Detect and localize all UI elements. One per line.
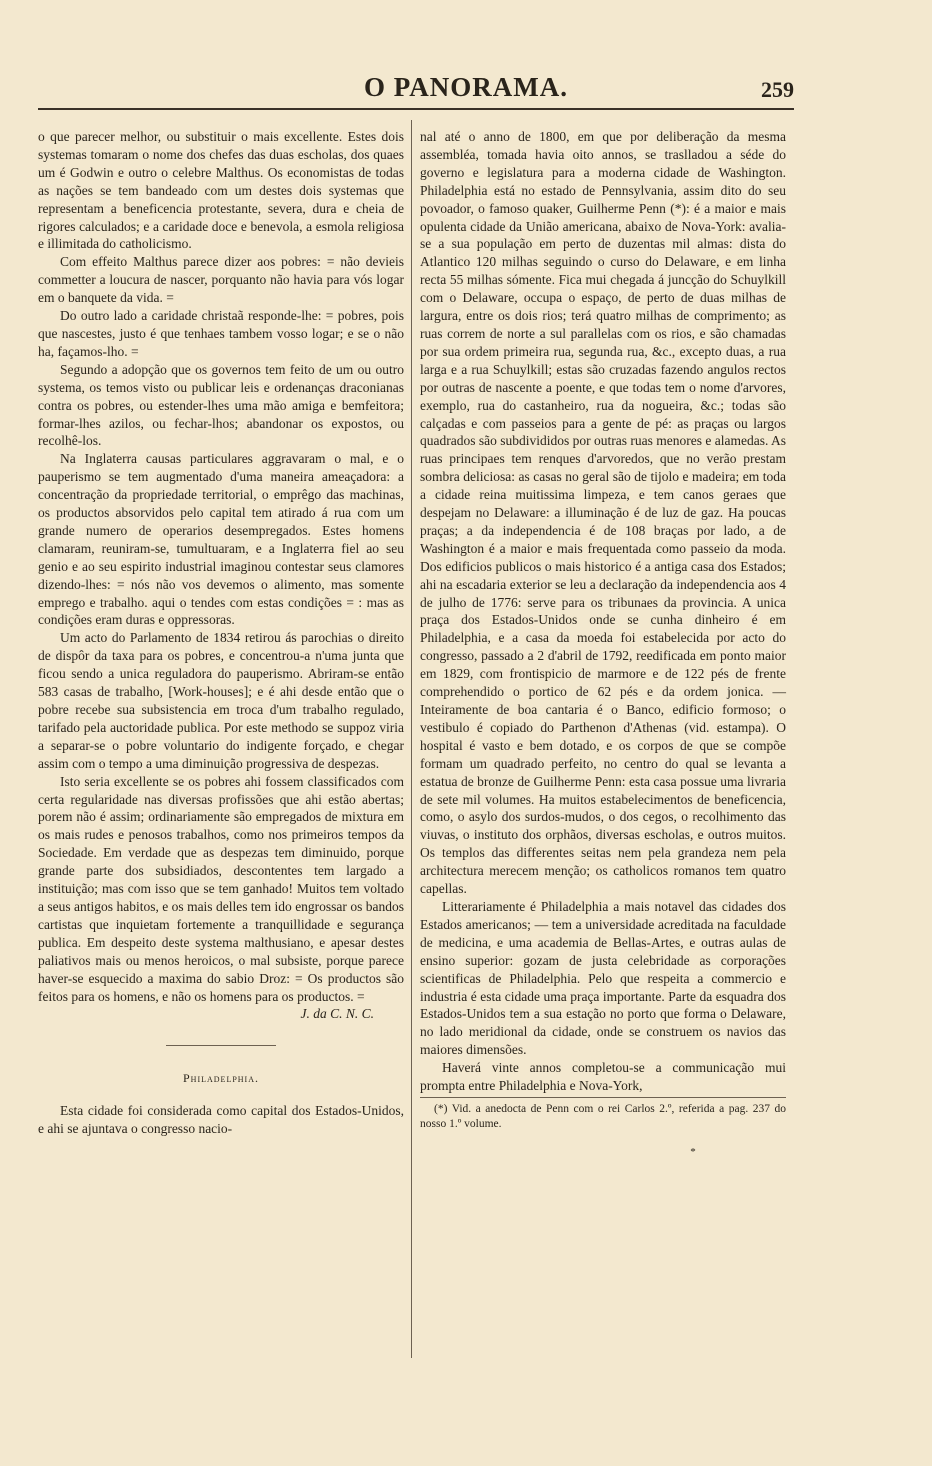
paragraph: nal até o anno de 1800, em que por deliberação da mesma assembléa, tomada havia oito annos, se traslladou a séde do governo e legislatura para a moderna cidade de Washington. Philadelphia está no estado de Pennsylvania, assim dito do seu povoador, o famoso quaker, Guilherme Penn (*): é a maior e mais opulenta cidade da União americana, abaixo de Nova-York: avalia-se a sua população em perto de duzentas mil almas: dista do Atlantico 120 milhas seguindo o curso do Delaware, e em linha recta 55 milhas sómente. Fica mui chegada á juncção do Schuylkill com o Delaware, occupa o espaço, de perto de duas milhas de largura, entre os dois rios; terá quatro milhas de comprimento; as ruas correm de norte a sul parallelas com os rios, e são chamadas por sua ordem primeira rua, segunda rua, &c., excepto duas, a rua larga e a rua Schuylkill; estas são cruzadas fazendo angulos rectos por outras de nascente a poente, e que todas tem o nome d'arvores, exemplo, rua do castanheiro, rua da nogueira, &c.; todas são calçadas e com passeios para a gente de pé: as praças ou largos quadrados são subdivididos por outras ruas menores e alamedas. As ruas principaes tem renques d'arvoredos, que no verão prestam sombra deliciosa: as casas no geral são de tijolo e madeira; em toda a cidade reina muitissima limpeza, e tem canos geraes que despejam no Delaware: a illuminação é de luz de gaz. Ha poucas praças; a da independencia é de 108 braças por lado, a de Washington é a maior e mais frequentada como passeio da moda. Dos edificios publicos o mais historico é a antiga casa dos Estados; ahi na escadaria exterior se leu a declaração da independencia aos 4 de julho de 1776: serve para os tribunaes da provincia. A unica praça dos Estados-Unidos onde se cunha dinheiro é em Philadelphia, e a casa da moeda foi estabelecida por acto do congresso, passado a 2 d'abril de 1792, reedificada em ponto maior em 1829, com frontispicio de marmore e de 122 pés de frente comprehendido o portico de 62 pés e da ordem jonica. — Inteiramente de boa cantaria é o Banco, edificio formoso; o vestibulo é copiado do Parthenon d'Athenas (vid. estampa). O hospital é vasto e bem dotado, e os corpos de que se compõe formam um quadrado perfeito, no centro do qual se levanta a estatua de bronze de Guilherme Penn: esta casa possue uma livraria de sete mil volumes. Ha muitos estabelecimentos de beneficencia, como, o asylo dos surdos-mudos, o dos cegos, o recolhimento das viuvas, o instituto dos orphãos, diversas escholas, e outros muitos. Os templos das differentes seitas nem pela grandeza nem pela architectura merecem menção; os catholicos romanos tem quatro capellas.: [420, 129, 786, 897]
paragraph: Haverá vinte annos completou-se a communicação mui prompta entre Philadelphia e Nova-York,: [420, 1060, 786, 1094]
right-column: [420, 128, 786, 1162]
column-rule: [411, 120, 412, 1358]
footnote: (*) Vid. a anedocta de Penn com o rei Carlos 2.º, referida a pag. 237 do nosso 1.º volume.: [420, 1102, 786, 1130]
paragraph: Esta cidade foi considerada como capital dos Estados-Unidos, e ahi se ajuntava o congresso nacio-: [38, 1103, 404, 1137]
left-column: [38, 128, 404, 1138]
section-title: Philadelphia.: [183, 1071, 259, 1086]
paragraph: Na Inglaterra causas particulares aggravaram o mal, e o pauperismo se tem augmentado d'uma maneira ameaçadora: a concentração da propriedade territorial, o emprêgo das machinas, os productos absorvidos pelo capital tem atirado á rua com um grande numero de operarios desempregados. Estes homens clamaram, reuniram-se, tumultuaram, e a Inglaterra fiel ao seu genio e ao seu espirito industrial imaginou contestar seus clamores dizendo-lhes: = nós não vos devemos o alimento, mas somente emprego e trabalho. aqui o tendes com estas condições = : mas as condições eram duras e oppressoras.: [38, 451, 404, 628]
paragraph: Litterariamente é Philadelphia a mais notavel das cidades dos Estados americanos; — tem a universidade acreditada na faculdade de medicina, e uma academia de Bellas-Artes, e outras aulas de ensino superior: gozam de justa celebridade as corporações scientificas de Philadelphia. Pelo que respeita a commercio e industria é esta cidade uma praça importante. Parte da esquadra dos Estados-Unidos tem a sua estação no porto que forma o Delaware, no lado meridional da cidade, onde se construem os navios das maiores dimensões.: [420, 898, 786, 1058]
paragraph: o que parecer melhor, ou substituir o mais excellente. Estes dois systemas tomaram o nome dos chefes das duas escholas, dos quaes um é Godwin e outro o celebre Malthus. Os economistas de todas as nações se tem bandeado com um destes dois systemas que representam a beneficencia protestante, severa, dura e cheia de rigores calculados; e a caridade doce e benevola, a esmola religiosa e illimitada do catholicismo.: [38, 129, 404, 252]
paragraph: Segundo a adopção que os governos tem feito de um ou outro systema, os temos visto ou publicar leis e ordenanças draconianas contra os pobres, ou estender-lhes uma mão amiga e bemfeitora; formar-lhes azilos, ou fechar-lhos; abandonar os expostos, ou recolhê-los.: [38, 361, 404, 449]
paragraph: Um acto do Parlamento de 1834 retirou ás parochias o direito de dispôr da taxa para os pobres, e concentrou-a n'uma junta que ficou sendo a unica reguladora do pauperismo. Abriram-se então 583 casas de trabalho, [Work-houses]; e é ahi desde então que o pobre recebe sua subsistencia em troca d'um trabalho regulado, tarifado pela auctoridade publica. Por este methodo se suppoz viria a separar-se o pobre voluntario do indigente forçado, e chegar assim com o tempo a uma diminuição progressiva de despezas.: [38, 630, 404, 771]
paragraph: Do outro lado a caridade christaã responde-lhe: = pobres, pois que nascestes, justo é que tenhaes tambem vosso logar; e se o não ha, façamos-lho. =: [38, 308, 404, 359]
page-title: O PANORAMA.: [364, 72, 568, 102]
paragraph: Com effeito Malthus parece dizer aos pobres: = não devieis commetter a loucura de nascer, porquanto não havia para vós logar em o banquete da vida. =: [38, 254, 404, 306]
header-rule: [38, 108, 794, 110]
author-signature: J. da C. N. C.: [300, 1006, 374, 1022]
paragraph: Isto seria excellente se os pobres ahi fossem classificados com certa regularidade nas diversas profissões que ahi estão abertas; porem não é assim; ordinariamente são empregados de mixtura em os mais rudes e penosos trabalhos, como nos primeiros tempos da Sociedade. Em verdade que as despezas tem diminuido, porque grande parte dos subsidiados, descontentes tem largado a instituição; mas com isso que se tem ganhado! Muitos tem voltado a seus antigos habitos, e os mais delles tem ido engrossar os bandos cartistas que inquietam fortemente a tranquillidade e segurança publica. Em despeito deste systema malthusiano, e apesar destes paliativos mais ou menos heroicos, o mal subsiste, porque parece haver-se esquecido a maxima do sabio Droz: = Os productos são feitos para os homens, e não os homens para os productos. =: [38, 773, 404, 1004]
end-mark: *: [690, 1145, 696, 1158]
footnote-rule: [420, 1097, 786, 1098]
page-number: 259: [761, 77, 794, 102]
section-divider: [166, 1045, 276, 1046]
